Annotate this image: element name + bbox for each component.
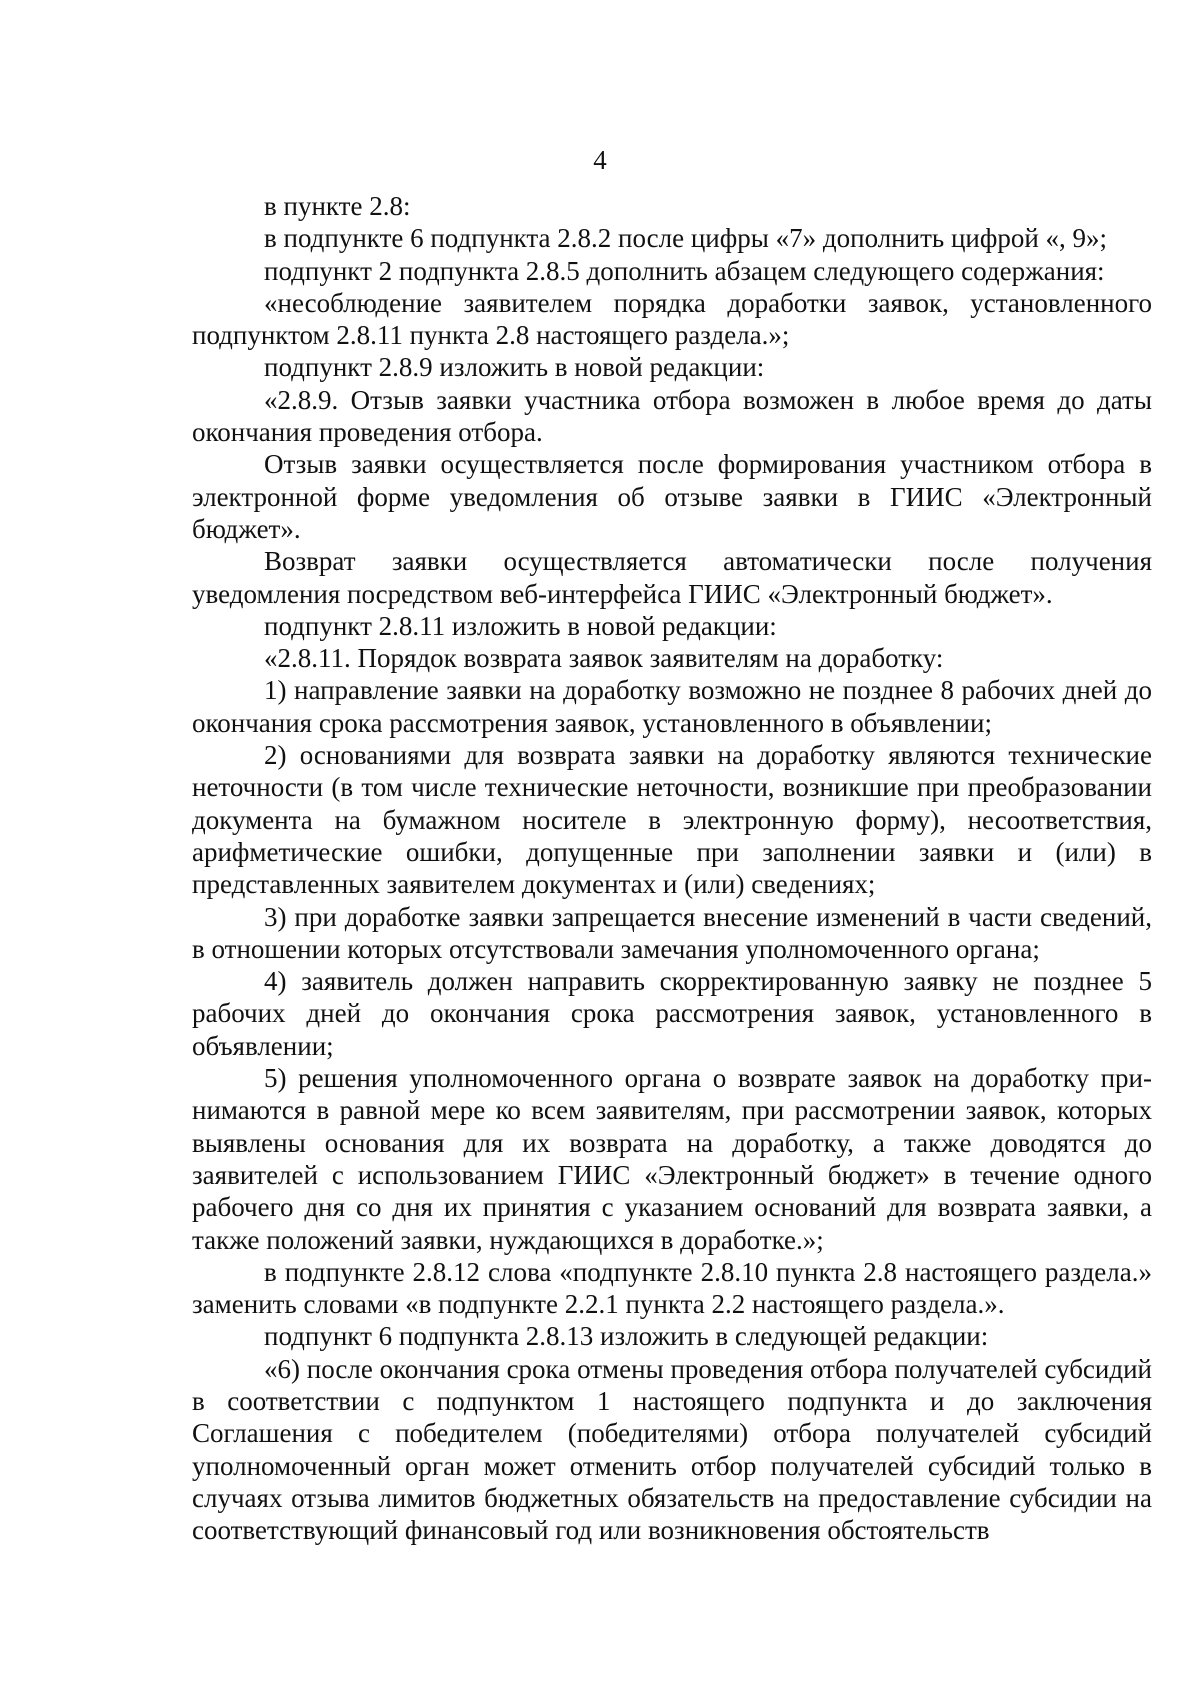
paragraph: 1) направление заявки на доработку возможно не позднее 8 рабочих дней до окончания срока рассмотрения заявок, установленного в объявлении; <box>192 675 1152 738</box>
paragraph: «2.8.11. Порядок возврата заявок заявителям на доработку: <box>264 643 944 674</box>
paragraph: в подпункте 2.8.12 слова «подпункте 2.8.10 пункта 2.8 настоящего раздела.» заменить словами «в подпункте 2.2.1 пункта 2.2 настоящего раздела.». <box>192 1256 1152 1320</box>
paragraph: «6) после окончания срока отмены проведения отбора получателей субсидий в соответствии с подпунктом 1 настоящего подпункта и до заключения Соглашения с победителем (победителями) отбора получателей субсидий уполномоченный орган может отменить отбор получателей субсидий только в случаях отзыва лимитов бюджетных обязательств на предоставление субсидии на соответствующий финансовый год или возникновения обстоятельств <box>192 1353 1152 1546</box>
paragraph: 2) основаниями для возврата заявки на доработку являются технические неточности (в том числе технические неточности, возникшие при преобразовании документа на бумажном носителе в электронную форму), несоответствия, арифметические ошибки, допущенные при заполнении заявки и (или) в представленных заявителем документах и (или) сведениях; <box>192 740 1152 900</box>
document-body <box>192 190 1152 1546</box>
paragraph: «несоблюдение заявителем порядка доработки заявок, установленного подпунктом 2.8.11 пункта 2.8 настоящего раздела.»; <box>192 287 1152 351</box>
paragraph: подпункт 6 подпункта 2.8.13 изложить в следующей редакции: <box>264 1321 989 1352</box>
paragraph: 4) заявитель должен направить скорректированную заявку не позднее 5 рабочих дней до окончания срока рассмотрения заявок, установленного в объявлении; <box>192 966 1152 1061</box>
page-number: 4 <box>593 145 607 175</box>
paragraph: «2.8.9. Отзыв заявки участника отбора возможен в любое время до даты окончания проведения отбора. <box>192 384 1152 448</box>
paragraph: подпункт 2.8.11 изложить в новой редакции: <box>264 610 777 641</box>
paragraph: подпункт 2.8.9 изложить в новой редакции: <box>264 352 765 383</box>
paragraph: в пункте 2.8: <box>264 191 411 221</box>
paragraph: Возврат заявки осуществляется автоматически после получения уведомления посредством веб-интерфейса ГИИС «Электронный бюджет». <box>192 546 1152 609</box>
paragraph: 3) при доработке заявки запрещается внесение изменений в части сведений, в отношении которых отсутствовали замечания уполномоченного органа; <box>192 901 1152 964</box>
paragraph: Отзыв заявки осуществляется после формирования участником отбора в электронной форме уведомления об отзыве заявки в ГИИС «Электронный бюджет». <box>192 449 1152 544</box>
paragraph: в подпункте 6 подпункта 2.8.2 после цифры «7» дополнить цифрой «, 9»; <box>264 223 1108 254</box>
paragraph: 5) решения уполномоченного органа о возврате заявок на доработку принимаются в равной мере ко всем заявителям, при рассмотрении заявок, которых выявлены основания для их возврата на доработку, а также доводятся до заявителей с использованием ГИИС «Электронный бюджет» в течение одного рабочего дня со дня их принятия с указанием оснований для возврата заявки, а также положений заявки, нуждающихся в доработке.»; <box>192 1063 1152 1255</box>
paragraph: подпункт 2 подпункта 2.8.5 дополнить абзацем следующего содержания: <box>264 255 1105 286</box>
